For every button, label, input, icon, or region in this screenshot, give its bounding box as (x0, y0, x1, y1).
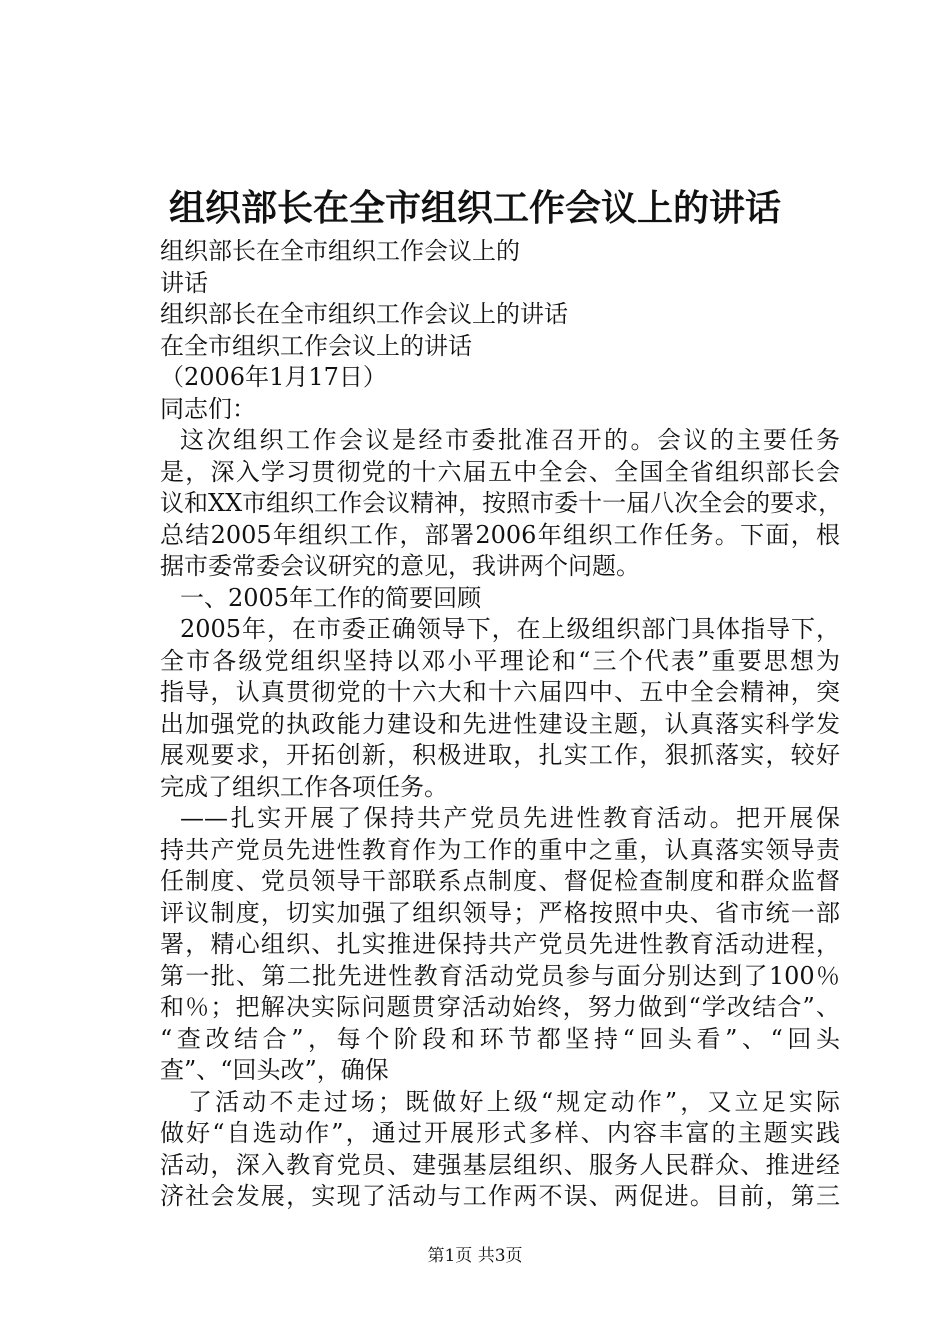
paragraph-line: 署，精心组织、扎实推进保持共产党员先进性教育活动进程， (160, 930, 840, 958)
salutation-line: 同志们： (160, 394, 256, 423)
document-title: 组织部长在全市组织工作会议上的讲话 (168, 187, 781, 229)
paragraph-line: 这次组织工作会议是经市委批准召开的。会议的主要任务 (180, 426, 840, 454)
paragraph-line: 据市委常委会议研究的意见，我讲两个问题。 (160, 552, 640, 580)
paragraph-line: 任制度、党员领导干部联系点制度、督促检查制度和群众监督 (160, 867, 840, 895)
heading-line: 在全市组织工作会议上的讲话 (160, 331, 472, 360)
paragraph-line: 做好“自选动作”，通过开展形式多样、内容丰富的主题实践 (160, 1119, 840, 1147)
paragraph-line: 议和XX市组织工作会议精神，按照市委十一届八次全会的要求， (160, 489, 843, 517)
paragraph-line: “查改结合”，每个阶段和环节都坚持“回头看”、“回头 (160, 1024, 840, 1053)
paragraph-line: 总结2005年组织工作，部署2006年组织工作任务。下面，根 (160, 520, 840, 549)
page-number: 第1页 共3页 (427, 1246, 523, 1266)
paragraph-line: 查”、“回头改”，确保 (160, 1056, 389, 1084)
paragraph-line: 和％；把解决实际问题贯穿活动始终，努力做到“学改结合”、 (160, 993, 840, 1021)
paragraph-line: 了活动不走过场；既做好上级“规定动作”，又立足实际 (188, 1087, 840, 1116)
paragraph-line: 活动，深入教育党员、建强基层组织、服务人民群众、推进经 (160, 1150, 840, 1179)
heading-line: 组织部长在全市组织工作会议上的讲话 (160, 300, 568, 328)
document-body (160, 236, 843, 1213)
paragraph-line: 持共产党员先进性教育作为工作的重中之重，认真落实领导责 (160, 835, 840, 864)
paragraph-line: 2005年，在市委正确领导下，在上级组织部门具体指导下， (180, 615, 840, 643)
paragraph-line: 济社会发展，实现了活动与工作两不误、两促进。目前，第三 (160, 1182, 840, 1210)
paragraph-line: 指导，认真贯彻党的十六大和十六届四中、五中全会精神，突 (160, 678, 840, 706)
paragraph-line: 评议制度，切实加强了组织领导；严格按照中央、省市统一部 (160, 898, 840, 927)
paragraph-line: 出加强党的执政能力建设和先进性建设主题，认真落实科学发 (160, 709, 840, 738)
paragraph-line: 完成了组织工作各项任务。 (160, 772, 448, 801)
section-heading: 一、2005年工作的简要回顾 (180, 583, 482, 612)
paragraph-line: ——扎实开展了保持共产党员先进性教育活动。把开展保 (180, 804, 840, 832)
heading-line: 讲话 (160, 268, 208, 297)
paragraph-line: 第一批、第二批先进性教育活动党员参与面分别达到了100％ (160, 961, 840, 990)
date-line: （2006年1月17日） (160, 363, 387, 391)
paragraph-line: 是，深入学习贯彻党的十六届五中全会、全国全省组织部长会 (160, 457, 840, 486)
paragraph-line: 全市各级党组织坚持以邓小平理论和“三个代表”重要思想为 (160, 646, 840, 675)
paragraph-line: 展观要求，开拓创新，积极进取，扎实工作，狠抓落实，较好 (160, 741, 840, 769)
heading-line: 组织部长在全市组织工作会议上的 (160, 237, 520, 265)
